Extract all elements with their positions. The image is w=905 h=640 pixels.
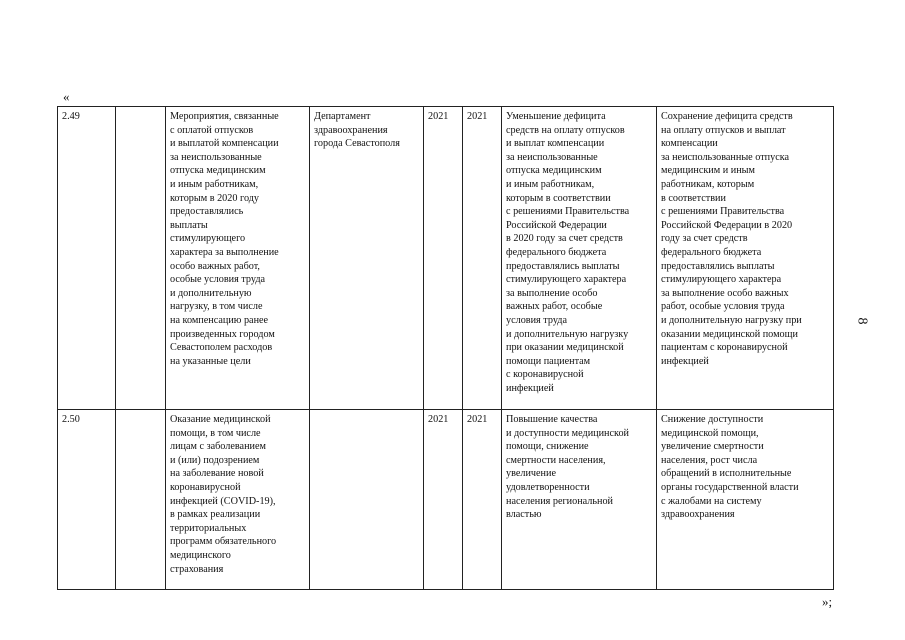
cell-line: смертности населения, — [506, 454, 606, 466]
executor-cell — [310, 107, 424, 410]
result-cell — [502, 107, 657, 410]
cell-line: и (или) подозрением — [170, 454, 260, 466]
cell-line: на заболевание новой — [170, 468, 264, 480]
cell-line: города Севастополя — [314, 138, 400, 150]
cell-line: оказании медицинской помощи — [661, 328, 798, 340]
cell-line: стимулирующего характера — [661, 274, 782, 286]
cell-line: с жалобами на систему — [661, 495, 762, 507]
cell-line: Российской Федерации — [506, 219, 607, 231]
cell-line: за выполнение особо важных — [661, 287, 789, 299]
cell-line: властью — [506, 509, 542, 521]
cell-line: Сохранение дефицита средств — [661, 111, 793, 122]
cell-line: компенсации — [661, 138, 718, 150]
cell-line: работникам, которым — [661, 178, 755, 190]
cell-line: помощи пациентам — [506, 355, 591, 367]
year-start-cell: 2021 — [424, 107, 463, 410]
cell-line: коронавирусной — [170, 481, 241, 493]
cell-line: инфекцией — [506, 382, 554, 394]
year-start-cell: 2021 — [424, 410, 463, 590]
cell-line: здравоохранения — [314, 124, 388, 136]
cell-line: особые условия труда — [170, 274, 266, 286]
cell-line: Департамент — [314, 111, 371, 122]
cell-line: инфекцией — [661, 355, 709, 367]
cell-line: увеличение смертности — [661, 441, 764, 453]
cell-line: которым в соответствии — [506, 192, 611, 204]
cell-line: удовлетворенности — [506, 481, 590, 493]
cell-line: Севастополем расходов — [170, 342, 273, 354]
cell-line: стимулирующего — [170, 233, 246, 245]
cell-line: в соответствии — [661, 192, 726, 204]
cell-line: федерального бюджета — [506, 246, 607, 258]
cell-line: территориальных — [170, 522, 247, 534]
cell-line: органы государственной власти — [661, 481, 799, 493]
page-number: 8 — [854, 317, 870, 325]
cell-line: медицинским и иным — [661, 165, 755, 177]
cell-line: с оплатой отпусков — [170, 124, 254, 136]
cell-line: и иным работникам, — [506, 178, 595, 190]
cell-line: предоставлялись выплаты — [506, 260, 620, 272]
cell-line: средств на оплату отпусков — [506, 124, 625, 136]
cell-line: и выплатой компенсации — [170, 138, 279, 150]
cell-line: Российской Федерации в 2020 — [661, 219, 793, 231]
cell-line: медицинской помощи, — [661, 427, 759, 439]
cell-line: отпуска медицинским — [170, 165, 266, 177]
row-number: 2.49 — [58, 107, 116, 410]
cell-line: стимулирующего характера — [506, 274, 627, 286]
cell-line: и дополнительную нагрузку — [506, 328, 629, 340]
cell-line: и дополнительную нагрузку при — [661, 314, 802, 326]
cell-line: и доступности медицинской — [506, 427, 630, 439]
cell-line: увеличение — [506, 468, 556, 480]
cell-line: характера за выполнение — [170, 246, 279, 258]
cell-line: произведенных городом — [170, 328, 275, 340]
measures-table — [57, 106, 834, 590]
consequence-cell — [657, 107, 834, 410]
closing-quote-mark: »; — [822, 594, 833, 609]
cell-line: Уменьшение дефицита — [506, 111, 606, 122]
cell-line: предоставлялись — [170, 206, 244, 218]
consequence-cell — [657, 410, 834, 590]
empty-cell — [116, 107, 166, 410]
cell-line: с решениями Правительства — [506, 206, 630, 218]
cell-line: страхования — [170, 563, 224, 575]
executor-cell — [310, 410, 424, 590]
cell-line: нагрузку, в том числе — [170, 301, 263, 313]
cell-line: помощи, в том числе — [170, 427, 261, 439]
cell-line: пациентам с коронавирусной — [661, 342, 788, 354]
cell-line: в 2020 году за счет средств — [506, 233, 623, 245]
cell-line: медицинского — [170, 549, 231, 561]
cell-line: Снижение доступности — [661, 414, 764, 425]
year-end-cell: 2021 — [463, 107, 502, 410]
cell-line: программ обязательного — [170, 536, 277, 548]
cell-line: особо важных работ, — [170, 260, 260, 272]
cell-line: за неиспользованные — [506, 151, 598, 163]
cell-line: важных работ, особые — [506, 301, 603, 313]
cell-line: и выплат компенсации — [506, 138, 605, 150]
event-cell — [166, 410, 310, 590]
table-row — [58, 410, 834, 590]
opening-quote-mark: « — [63, 89, 70, 104]
cell-line: инфекцией (COVID-19), — [170, 495, 276, 507]
cell-line: выплаты — [170, 219, 208, 231]
cell-line: здравоохранения — [661, 509, 735, 521]
cell-line: за неиспользованные — [170, 151, 262, 163]
cell-line: на оплату отпусков и выплат — [661, 124, 786, 136]
cell-line: Повышение качества — [506, 414, 598, 425]
event-cell — [166, 107, 310, 410]
cell-line: помощи, снижение — [506, 441, 589, 453]
cell-line: в рамках реализации — [170, 509, 261, 521]
cell-line: на указанные цели — [170, 355, 251, 367]
cell-line: Оказание медицинской — [170, 414, 271, 425]
cell-line: населения, рост числа — [661, 454, 758, 466]
cell-line: на компенсацию ранее — [170, 314, 269, 326]
table-row — [58, 107, 834, 410]
cell-line: и дополнительную — [170, 287, 252, 299]
cell-line: населения региональной — [506, 495, 614, 507]
cell-line: условия труда — [506, 314, 567, 326]
year-end-cell: 2021 — [463, 410, 502, 590]
cell-line: за неиспользованные отпуска — [661, 151, 790, 163]
cell-line: отпуска медицинским — [506, 165, 602, 177]
row-number: 2.50 — [58, 410, 116, 590]
cell-line: предоставлялись выплаты — [661, 260, 775, 272]
cell-line: году за счет средств — [661, 233, 748, 245]
cell-line: при оказании медицинской — [506, 342, 624, 354]
cell-line: федерального бюджета — [661, 246, 762, 258]
empty-cell — [116, 410, 166, 590]
cell-line: и иным работникам, — [170, 178, 259, 190]
cell-line: которым в 2020 году — [170, 192, 260, 204]
cell-line: с коронавирусной — [506, 369, 584, 381]
cell-line: за выполнение особо — [506, 287, 598, 299]
cell-line: обращений в исполнительные — [661, 468, 792, 480]
cell-line: работ, особые условия труда — [661, 301, 785, 313]
cell-line: лицам с заболеванием — [170, 441, 266, 453]
result-cell — [502, 410, 657, 590]
cell-line: Мероприятия, связанные — [170, 111, 279, 122]
cell-line: с решениями Правительства — [661, 206, 785, 218]
